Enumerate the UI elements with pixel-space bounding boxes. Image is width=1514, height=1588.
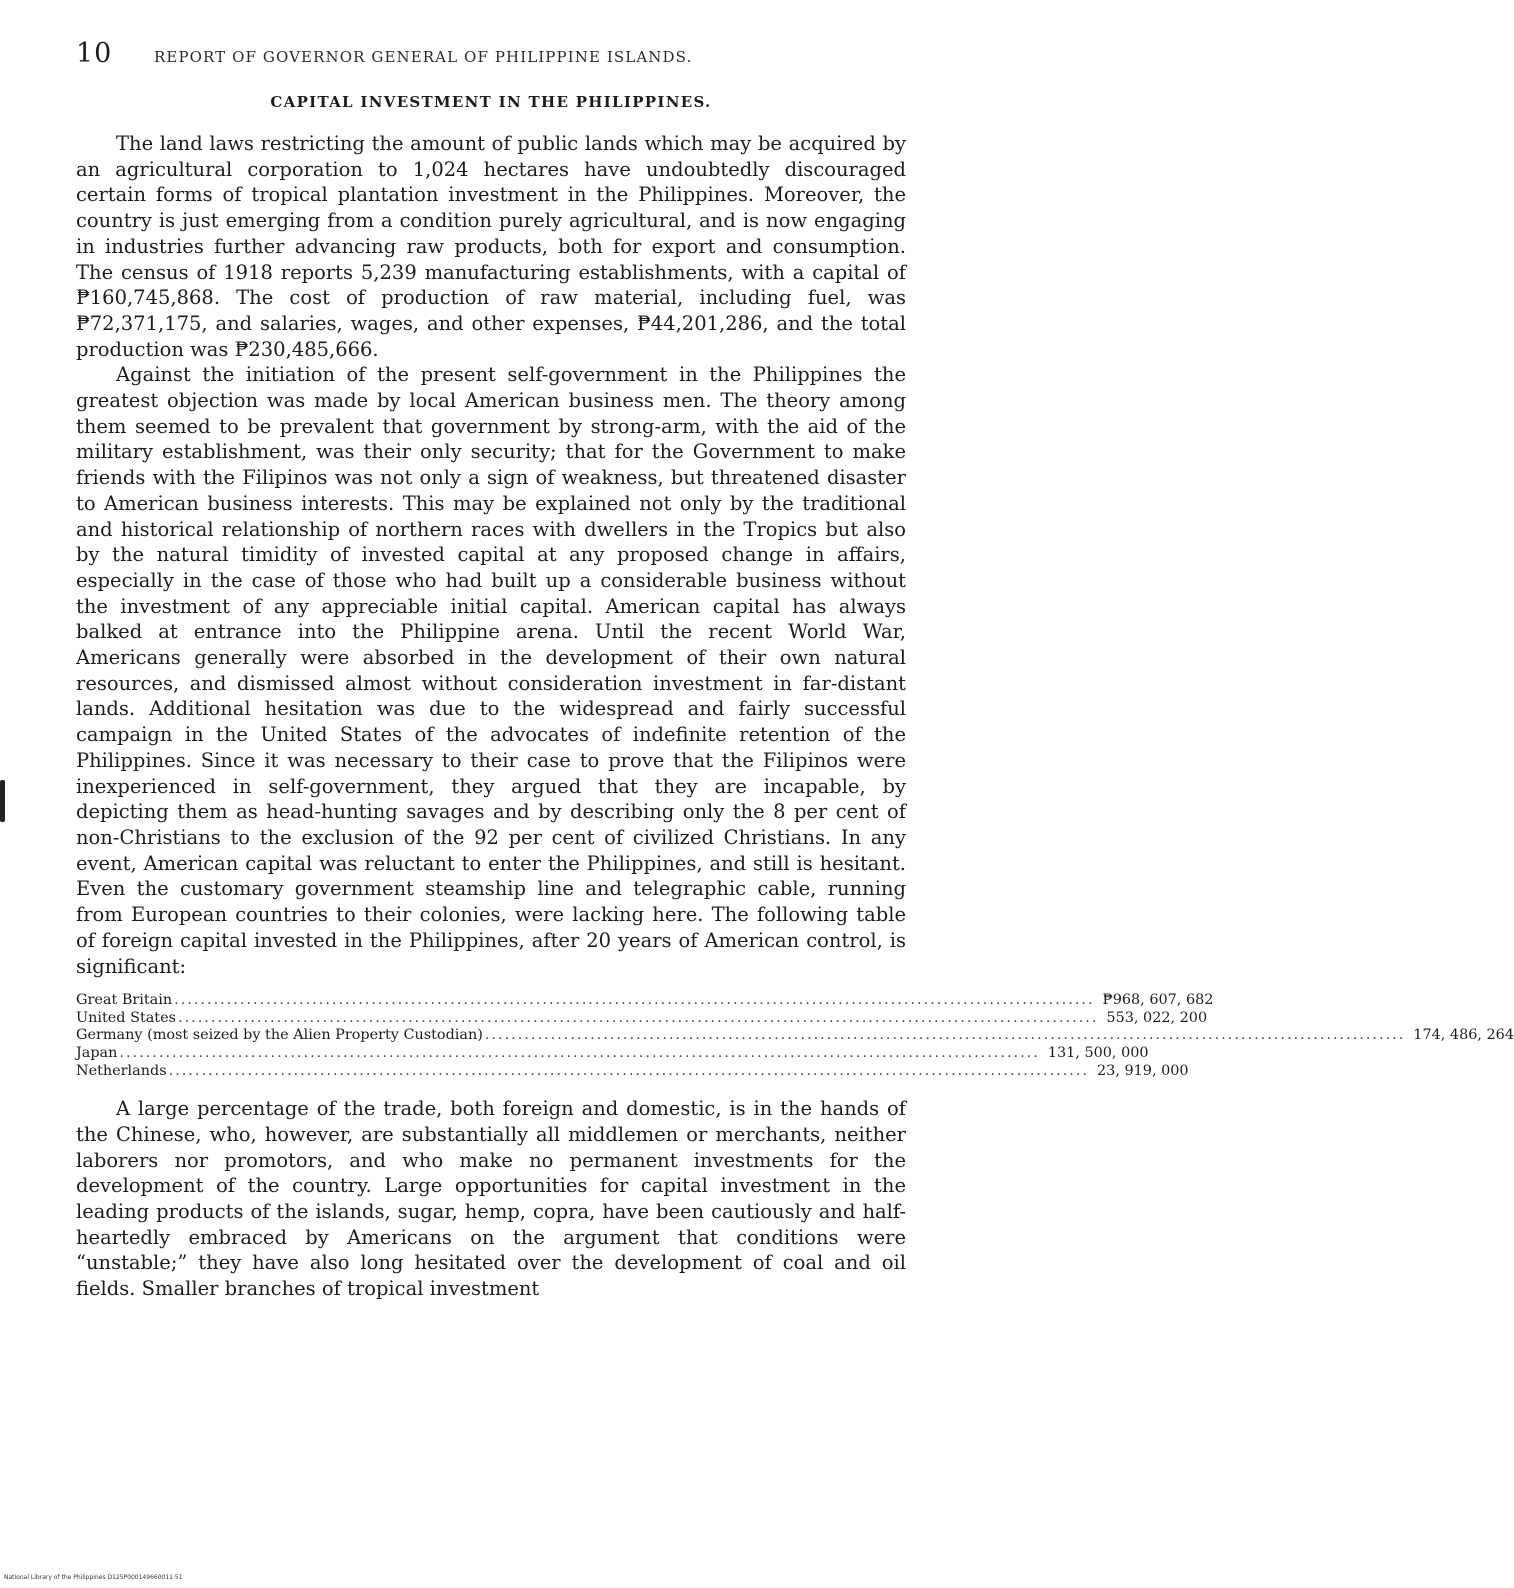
running-header [76,38,906,78]
document-page [76,38,1514,1302]
country-name: Japan [76,1044,118,1061]
capital-amount: 131, 500, 000 [1047,1044,1149,1061]
archive-stamp: National Library of the Philippines D125P000149660011 51 [4,1574,183,1581]
capital-amount: 553, 022, 200 [1106,1009,1208,1026]
country-name: United States [76,1009,176,1026]
page-number: 10 [76,38,113,69]
leader-dots: ............................................................................................................................................ [484,1027,1406,1044]
leader-dots: ............................................................................................................................................ [168,1062,1090,1079]
table-row [76,1009,1208,1028]
leader-dots: ............................................................................................................................................ [178,1009,1099,1026]
section-title: CAPITAL INVESTMENT IN THE PHILIPPINES. [270,93,712,111]
capital-amount: ₱968, 607, 682 [1102,992,1214,1009]
leader-dots: ............................................................................................................................................ [174,992,1095,1009]
body-paragraph: Against the initiation of the present self-government in the Philippines the greatest objection was made by local American business men. The theory among them seemed to be prevalent that government by strong-arm, with the aid of the military establishment, was their only security; that for the Government to make friends with the Filipinos was not only a sign of weakness, but threatened disaster to American business interests. This may be explained not only by the traditional and historical relationship of northern races with dwellers in the Tropics but also by the natural timidity of invested capital at any proposed change in affairs, especially in the case of those who had built up a considerable business without the investment of any appreciable initial capital. American capital has always balked at entrance into the Philippine arena. Until the recent World War, Americans generally were absorbed in the development of their own natural resources, and dismissed almost without consideration investment in far-distant lands. Additional hesitation was due to the widespread and fairly successful campaign in the United States of the advocates of indefinite retention of the Philippines. Since it was necessary to their case to prove that the Filipinos were inexperienced in self-government, they argued that they are incapable, by depicting them as head-hunting savages and by describing only the 8 per cent of non-Christians to the exclusion of the 92 per cent of civilized Christians. In any event, American capital was reluctant to enter the Philippines, and still is hesitant. Even the customary government steamship line and telegraphic cable, running from European countries to their colonies, were lacking here. The following table of foreign capital invested in the Philippines, after 20 years of American control, is significant: [76,363,906,978]
country-name: Great Britain [76,992,173,1009]
table-row [76,992,1214,1010]
capital-investment-table [76,992,1514,1080]
closing-paragraph: A large percentage of the trade, both foreign and domestic, is in the hands of the Chinese, who, however, are substantially all middlemen or merchants, neither laborers nor promotors, and who make no permanent investments for the development of the country. Large opportunities for capital investment in the leading products of the islands, sugar, hemp, copra, have been cautiously and half-heartedly embraced by Americans on the argument that conditions were “unstable;” they have also long hesitated over the development of coal and oil fields. Smaller branches of tropical investment [76,1097,906,1301]
leader-dots: ............................................................................................................................................ [119,1044,1040,1061]
table-row [76,1062,1189,1081]
capital-amount: 174, 486, 264 [1413,1027,1514,1044]
capital-amount: 23, 919, 000 [1097,1062,1189,1079]
running-title: REPORT OF GOVERNOR GENERAL OF PHILIPPINE ISLANDS. [154,48,693,66]
table-row [76,1044,1149,1063]
table-row [76,1027,1514,1045]
scan-edge-mark [0,780,5,822]
country-name: Germany (most seized by the Alien Property Custodian) [76,1027,483,1044]
body-paragraph: The land laws restricting the amount of public lands which may be acquired by an agricultural corporation to 1,024 hectares have undoubtedly discouraged certain forms of tropical plantation investment in the Philippines. Moreover, the country is just emerging from a condition purely agricultural, and is now engaging in industries further advancing raw products, both for export and consumption. The census of 1918 reports 5,239 manufacturing establishments, with a capital of ₱160,745,868. The cost of production of raw material, including fuel, was ₱72,371,175, and salaries, wages, and other expenses, ₱44,201,286, and the total production was ₱230,485,666. [76,132,906,361]
country-name: Netherlands [76,1062,167,1079]
